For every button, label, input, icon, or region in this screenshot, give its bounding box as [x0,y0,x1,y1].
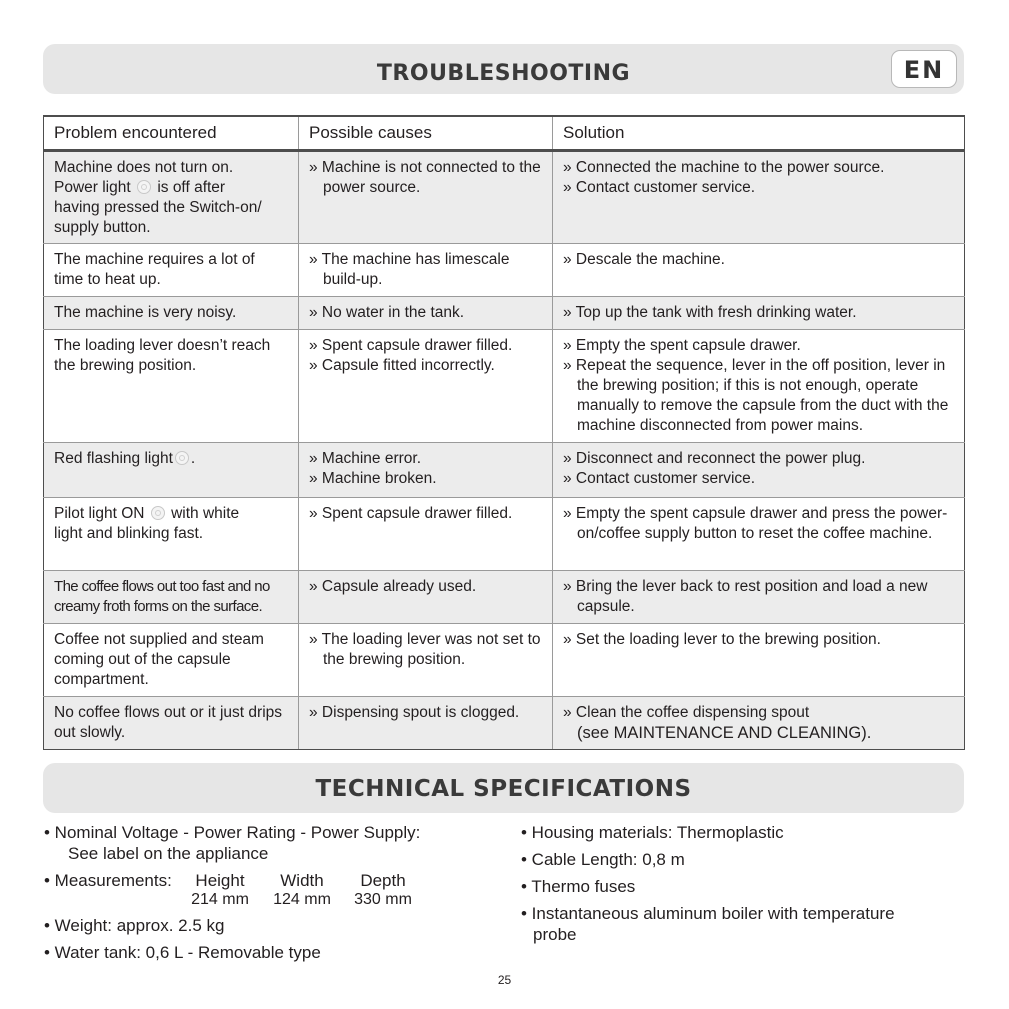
problem-cell [44,697,299,750]
solution-item: » Empty the spent capsule drawer and press the power-on/coffee supply button to reset the coffee machine. [563,505,948,542]
table-row [44,151,965,244]
cause-item: » No water in the tank. [309,304,465,321]
spec-measurements [44,870,474,891]
cause-item: » Spent capsule drawer filled. [309,505,513,522]
problem-text: light and blinking fast. [54,525,204,542]
problem-cell [44,330,299,443]
troubleshooting-table [43,115,965,750]
spec-boiler: • Instantaneous aluminum boiler with temperature probe [521,904,895,944]
specs-right-column [521,822,941,951]
causes-cell [299,330,553,443]
spec-voltage [44,822,474,864]
spec-text: • Nominal Voltage - Power Rating - Power Supply: [44,823,421,842]
solution-cell [553,697,965,750]
troubleshooting-header-banner [43,44,964,94]
table-row [44,624,965,697]
cause-item: » Capsule fitted incorrectly. [309,357,495,374]
solution-item: » Connected the machine to the power source. [563,159,885,176]
problem-text: . [190,450,196,467]
solution-item: » Set the loading lever to the brewing position. [563,631,881,648]
causes-cell [299,571,553,624]
header-solution: Solution [553,116,965,151]
problem-text: No coffee flows out or it just drips out slowly. [54,704,283,741]
solution-cell [553,443,965,498]
problem-text: Machine does not turn on. [54,159,234,176]
problem-text: The machine requires a lot of time to heat up. [54,251,255,288]
language-badge: EN [891,50,957,88]
solution-cell [553,498,965,571]
solution-item: » Bring the lever back to rest position and load a new capsule. [563,578,928,615]
causes-cell [299,297,553,330]
table-row [44,297,965,330]
problem-text: Coffee not supplied and steam coming out of the capsule compartment. [54,631,264,688]
problem-text: The loading lever doesn’t reach the brewing position. [54,337,271,374]
problem-cell [44,151,299,244]
problem-text: The coffee flows out too fast and no creamy froth forms on the surface. [54,578,270,615]
solution-cell [553,297,965,330]
solution-item: » Descale the machine. [563,251,725,268]
problem-cell [44,244,299,297]
spec-cable: • Cable Length: 0,8 m [521,850,685,869]
table-row [44,330,965,443]
problem-text: Power light [54,179,131,196]
solution-cell [553,571,965,624]
cause-item: » Spent capsule drawer filled. [309,337,513,354]
table-row [44,443,965,498]
solution-item: (see MAINTENANCE AND CLEANING). [577,724,872,742]
causes-cell [299,151,553,244]
problem-text: Red flashing light [54,450,173,467]
cause-item: » Capsule already used. [309,578,477,595]
problem-cell [44,297,299,330]
red-flashing-light-icon [175,451,189,465]
cause-item: » Machine is not connected to the power source. [309,159,541,196]
problem-text: with white [171,505,240,522]
problem-cell [44,498,299,571]
solution-item: » Contact customer service. [563,179,756,196]
problem-text: Pilot light ON [54,505,145,522]
problem-cell [44,443,299,498]
cause-item: » Dispensing spout is clogged. [309,704,520,721]
spec-housing: • Housing materials: Thermoplastic [521,823,784,842]
height-value: 214 mm [191,891,249,908]
solution-item: » Disconnect and reconnect the power plug. [563,450,866,467]
solution-cell [553,330,965,443]
problem-text: is off after [157,179,226,196]
depth-label: Depth [360,871,406,890]
problem-text: The machine is very noisy. [54,304,237,321]
height-label: Height [195,871,245,890]
causes-cell [299,498,553,571]
table-row [44,244,965,297]
cause-item: » Machine error. [309,450,421,467]
specs-header-banner [43,763,964,813]
spec-measurement-values [44,891,474,909]
problem-text: having pressed the Switch-on/ [54,199,262,216]
solution-item: » Empty the spent capsule drawer. [563,337,801,354]
solution-item: » Top up the tank with fresh drinking water. [563,304,857,321]
spec-text: See label on the appliance [68,844,269,863]
solution-item: » Clean the coffee dispensing spout [563,704,810,721]
width-value: 124 mm [273,891,331,908]
cause-item: » Machine broken. [309,470,437,487]
power-light-icon [137,180,151,194]
troubleshooting-title: TROUBLESHOOTING [376,61,631,86]
problem-cell [44,624,299,697]
solution-item: » Contact customer service. [563,470,756,487]
problem-cell [44,571,299,624]
solution-cell [553,244,965,297]
spec-weight: • Weight: approx. 2.5 kg [44,916,225,935]
header-problem: Problem encountered [44,116,299,151]
solution-cell [553,151,965,244]
solution-cell [553,624,965,697]
specs-title: TECHNICAL SPECIFICATIONS [315,776,692,802]
cause-item: » The loading lever was not set to the brewing position. [309,631,541,668]
causes-cell [299,697,553,750]
depth-value: 330 mm [354,891,412,908]
causes-cell [299,443,553,498]
spec-thermo-fuses: • Thermo fuses [521,877,636,896]
cause-item: » The machine has limescale build-up. [309,251,510,288]
page-number: 25 [497,973,512,987]
causes-cell [299,244,553,297]
table-row [44,571,965,624]
solution-item: » Repeat the sequence, lever in the off position, lever in the brewing position; if this is not enough, operate manually to remove the capsule from the duct with the machine disconnected from power mains. [563,357,949,434]
header-causes: Possible causes [299,116,553,151]
specs-left-column [44,822,474,969]
width-label: Width [280,871,324,890]
causes-cell [299,624,553,697]
table-header-row [44,116,965,151]
table-row [44,697,965,750]
pilot-light-icon [151,506,165,520]
table-row [44,498,965,571]
spec-water-tank: • Water tank: 0,6 L - Removable type [44,943,321,962]
problem-text: supply button. [54,219,151,236]
measurements-label: • Measurements: [44,871,172,890]
